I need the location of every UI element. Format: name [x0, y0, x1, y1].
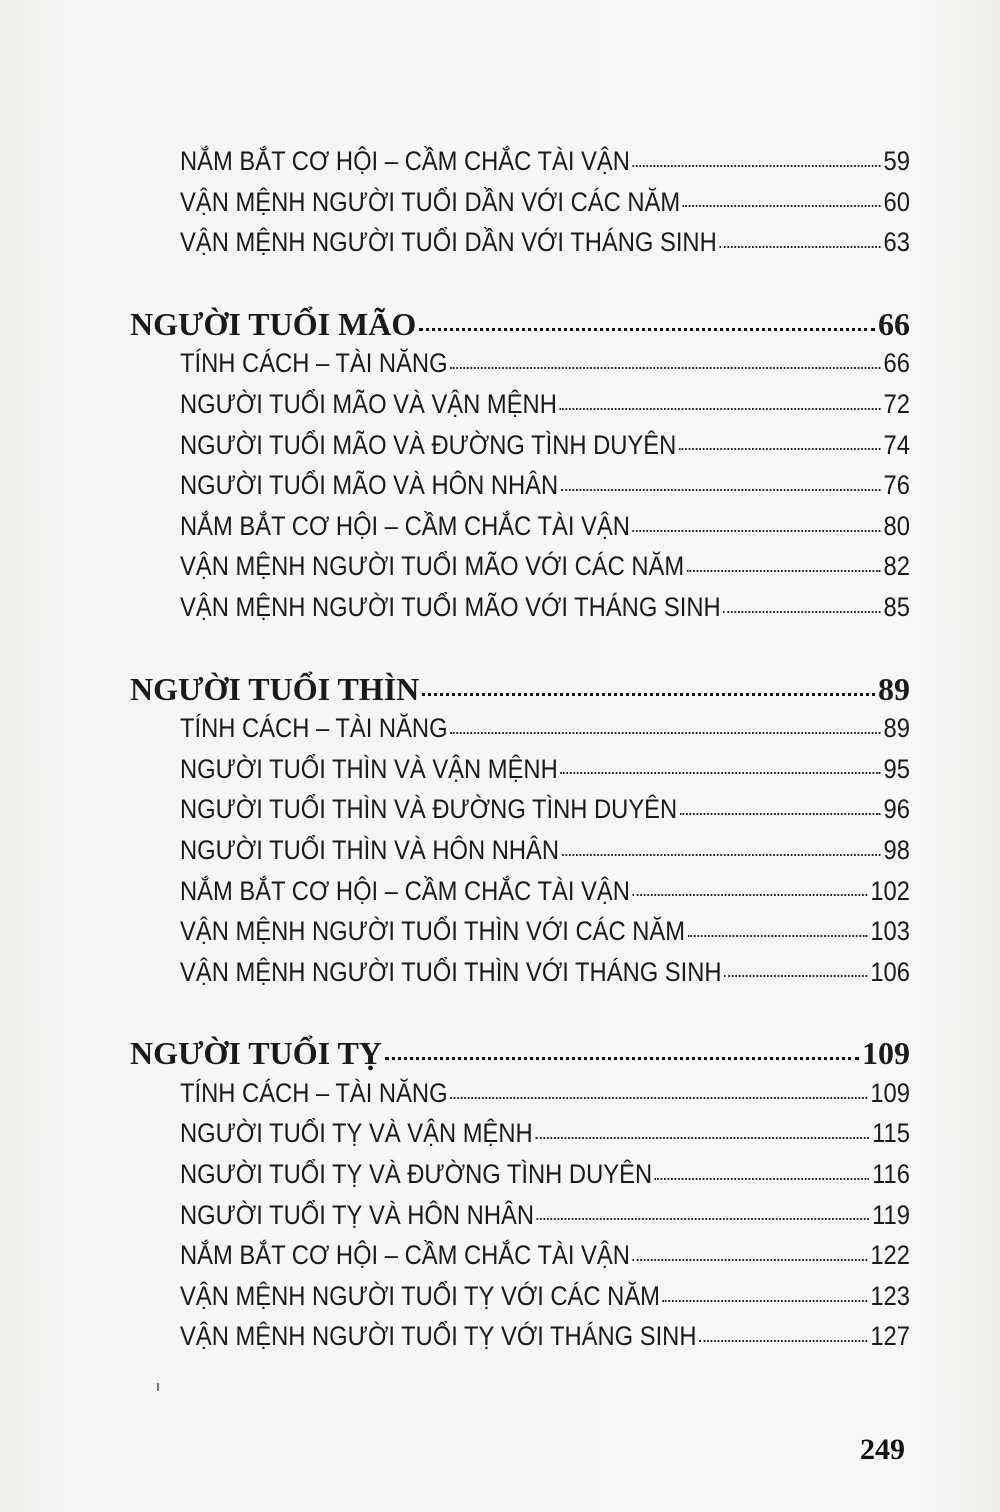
toc-heading-title: NGƯỜI TUỔI THÌN — [130, 670, 420, 707]
toc-entry[interactable] — [180, 1195, 910, 1236]
toc-entry[interactable] — [180, 830, 910, 871]
toc-entry[interactable] — [180, 1276, 910, 1317]
dot-leader — [633, 873, 868, 900]
toc-entry[interactable] — [180, 384, 910, 425]
toc-heading-title: NGƯỜI TUỔI TỴ — [130, 1035, 382, 1072]
toc-entry-title: NGƯỜI TUỔI MÃO VÀ ĐƯỜNG TÌNH DUYÊN — [180, 429, 677, 460]
toc-entry[interactable] — [180, 1154, 910, 1195]
toc-entry-page: 116 — [872, 1159, 910, 1190]
toc-entry[interactable] — [180, 708, 910, 749]
toc-entry-title: NẮM BẮT CƠ HỘI – CẦM CHẮC TÀI VẬN — [180, 1240, 630, 1271]
dot-leader — [450, 345, 881, 372]
dot-leader — [723, 589, 881, 616]
toc-entry[interactable] — [180, 425, 910, 466]
dot-leader — [560, 751, 881, 778]
toc-entry-page: 102 — [870, 875, 910, 906]
toc-entry-title: NGƯỜI TUỔI THÌN VÀ VẬN MỆNH — [180, 753, 558, 784]
toc-entry[interactable] — [180, 546, 910, 587]
toc-section-mao — [130, 303, 910, 628]
toc-entry-title: NGƯỜI TUỔI TỴ VÀ ĐƯỜNG TÌNH DUYÊN — [180, 1159, 653, 1190]
toc-entry-page: 63 — [883, 227, 910, 258]
toc-entry-page: 74 — [883, 429, 910, 460]
toc-entry-page: 109 — [870, 1077, 910, 1108]
toc-entry[interactable] — [180, 1113, 910, 1154]
dot-leader — [688, 913, 868, 940]
dot-leader — [633, 143, 881, 170]
toc-section-heading[interactable] — [130, 668, 910, 709]
dot-leader — [687, 548, 881, 575]
toc-entry-title: VẬN MỆNH NGƯỜI TUỔI TỴ VỚI THÁNG SINH — [180, 1321, 697, 1352]
dot-leader — [679, 427, 881, 454]
toc-entry[interactable] — [180, 1073, 910, 1114]
toc-entry[interactable] — [180, 952, 910, 993]
toc-entry-title: VẬN MỆNH NGƯỜI TUỔI THÌN VỚI CÁC NĂM — [180, 916, 686, 947]
table-of-contents — [130, 141, 910, 1357]
toc-entry[interactable] — [180, 1235, 910, 1276]
dot-leader — [385, 1032, 859, 1064]
toc-section-dan-continued — [130, 141, 910, 263]
toc-entry-page: 115 — [872, 1118, 910, 1149]
toc-entry-title: TÍNH CÁCH – TÀI NĂNG — [180, 713, 448, 744]
page-number: 249 — [860, 1433, 905, 1466]
dot-leader — [663, 1278, 868, 1305]
dot-leader — [680, 791, 881, 818]
toc-heading-title: NGƯỜI TUỔI MÃO — [130, 305, 417, 342]
dot-leader — [699, 1318, 868, 1345]
toc-entry-page: 72 — [883, 388, 910, 419]
toc-entry-page: 119 — [872, 1199, 910, 1230]
dot-leader — [633, 1237, 868, 1264]
toc-entry[interactable] — [180, 465, 910, 506]
toc-heading-page: 66 — [878, 305, 910, 342]
dot-leader — [560, 386, 881, 413]
toc-entry[interactable] — [180, 182, 910, 223]
dot-leader — [450, 1075, 867, 1102]
toc-entry-page: 95 — [883, 753, 910, 784]
toc-section-heading[interactable] — [130, 303, 910, 344]
toc-entry-title: TÍNH CÁCH – TÀI NĂNG — [180, 348, 448, 379]
toc-entry-title: NẮM BẮT CƠ HỘI – CẦM CHẮC TÀI VẬN — [180, 875, 630, 906]
dot-leader — [537, 1197, 870, 1224]
dot-leader — [724, 954, 867, 981]
toc-entry-title: NẮM BẮT CƠ HỘI – CẦM CHẮC TÀI VẬN — [180, 510, 630, 541]
toc-entry-page: 82 — [883, 551, 910, 582]
toc-entry-page: 106 — [870, 956, 910, 987]
toc-heading-page: 109 — [862, 1035, 910, 1072]
toc-entry-page: 96 — [883, 794, 910, 825]
toc-entry-title: VẬN MỆNH NGƯỜI TUỔI TỴ VỚI CÁC NĂM — [180, 1280, 660, 1311]
toc-entry-title: VẬN MỆNH NGƯỜI TUỔI DẦN VỚI CÁC NĂM — [180, 186, 681, 217]
toc-entry-title: NGƯỜI TUỔI TỴ VÀ HÔN NHÂN — [180, 1199, 534, 1230]
toc-entry-title: VẬN MỆNH NGƯỜI TUỔI MÃO VỚI CÁC NĂM — [180, 551, 685, 582]
dot-leader — [633, 508, 881, 535]
toc-entry-title: VẬN MỆNH NGƯỜI TUỔI THÌN VỚI THÁNG SINH — [180, 956, 722, 987]
toc-entry[interactable] — [180, 1316, 910, 1357]
toc-entry-title: TÍNH CÁCH – TÀI NĂNG — [180, 1077, 448, 1108]
toc-entry-title: VẬN MỆNH NGƯỜI TUỔI DẦN VỚI THÁNG SINH — [180, 227, 717, 258]
dot-leader — [535, 1115, 869, 1142]
toc-entry-page: 59 — [883, 146, 910, 176]
dot-leader — [450, 710, 881, 737]
toc-entry-page: 98 — [883, 834, 910, 865]
dot-leader — [561, 467, 881, 494]
toc-entry[interactable] — [180, 343, 910, 384]
toc-entry-page: 103 — [870, 916, 910, 947]
print-speck — [157, 1383, 159, 1391]
toc-entry-page: 122 — [870, 1240, 910, 1271]
toc-section-ty — [130, 1032, 910, 1357]
toc-entry[interactable] — [180, 587, 910, 628]
toc-entry-title: VẬN MỆNH NGƯỜI TUỔI MÃO VỚI THÁNG SINH — [180, 591, 721, 622]
toc-entry-title: NGƯỜI TUỔI MÃO VÀ VẬN MỆNH — [180, 388, 557, 419]
toc-entry[interactable] — [180, 141, 910, 182]
toc-entry-title: NGƯỜI TUỔI MÃO VÀ HÔN NHÂN — [180, 470, 559, 501]
toc-entry-title: NGƯỜI TUỔI TỴ VÀ VẬN MỆNH — [180, 1118, 533, 1149]
toc-entry-page: 80 — [883, 510, 910, 541]
toc-entry-page: 60 — [883, 186, 910, 217]
toc-entry-page: 66 — [883, 348, 910, 379]
dot-leader — [719, 224, 881, 251]
toc-entry[interactable] — [180, 506, 910, 547]
toc-section-heading[interactable] — [130, 1032, 910, 1073]
toc-entry-page: 89 — [883, 713, 910, 744]
toc-entry[interactable] — [180, 911, 910, 952]
toc-entry[interactable] — [180, 749, 910, 790]
toc-heading-page: 89 — [878, 670, 910, 707]
dot-leader — [655, 1156, 870, 1183]
toc-entry-title: NẮM BẮT CƠ HỘI – CẦM CHẮC TÀI VẬN — [180, 146, 630, 176]
toc-entry-title: NGƯỜI TUỔI THÌN VÀ ĐƯỜNG TÌNH DUYÊN — [180, 794, 678, 825]
dot-leader — [419, 303, 875, 335]
toc-entry[interactable] — [180, 871, 910, 912]
toc-entry-page: 85 — [883, 591, 910, 622]
toc-entry-page: 123 — [870, 1280, 910, 1311]
toc-entry[interactable] — [180, 222, 910, 263]
toc-entry[interactable] — [180, 789, 910, 830]
toc-entry-page: 76 — [883, 470, 910, 501]
dot-leader — [422, 668, 875, 700]
toc-entry-page: 127 — [870, 1321, 910, 1352]
dot-leader — [683, 184, 881, 211]
dot-leader — [562, 832, 881, 859]
toc-section-thin — [130, 668, 910, 993]
toc-entry-title: NGƯỜI TUỔI THÌN VÀ HÔN NHÂN — [180, 834, 560, 865]
